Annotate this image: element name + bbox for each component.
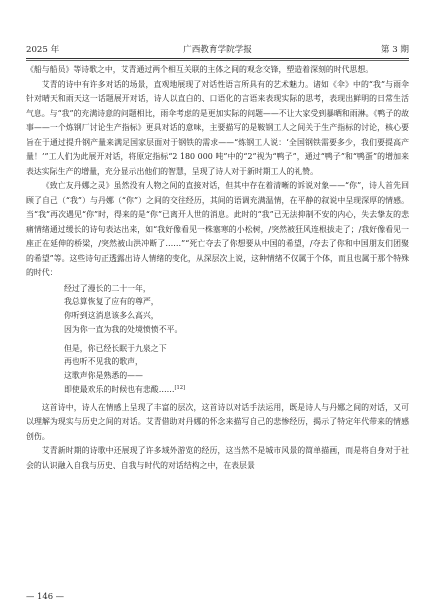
poem-line-text: 即使最欢乐的时候也有悲酸…… — [64, 385, 175, 395]
poem-line: 你听到这消息该多么高兴， — [64, 311, 159, 321]
poem-quote — [26, 282, 409, 337]
article-body — [26, 63, 409, 473]
header-journal-title: 广西教育学院学报 — [183, 45, 252, 55]
paragraph: 《致亡友丹娜之灵》虽然没有人物之间的直接对话，但其中存在着清晰的诉说对象——“你”，诗人首先回顾了自己（“我”）与丹娜（“你”）之间的交往经历，其间的语调充满温情，在平静的叙说中呈现深厚的情感。当“我”再次遇见“你”时，得来的是“你”已离开人世的消息。此时的“我”已无法抑制不安的内心，失去挚友的悲痛情绪通过缓长的诗句表达出来，如“我好像看见一株塞寒的小松树，/突然被狂风连根拔走了；/我好像看见一座正在延伸的桥梁，/突然被山洪冲断了……”“死亡夺去了你想要从中国的希望，/夺去了你和中国朋友们团聚的希望”等。这些诗句正透露出诗人情绪的变化，从深层次上说，这种情绪不仅属于个体，而且也属于那个特殊的时代： — [26, 181, 409, 277]
paragraph: 艾青新时期的诗歌中还展现了许多域外游览的经历，这当然不是城市风景的简单描画，而是将自身对于社会的认识融入自我与历史、自我与时代的对话结构之中，在表层景 — [26, 446, 409, 470]
paragraph: 这首诗中，诗人在情感上呈现了丰富的层次，这首诗以对话手法运用，既是诗人与丹娜之间的对话，又可以理解为现实与历史之间的对话。艾青借助对丹娜的怀念来描写自己的悲惨经历，揭示了特定年代带来的情感创伤。 — [26, 402, 409, 441]
paragraph-continued: 《船与船员》等诗歌之中，艾青通过两个相互关联的主体之间的观念交锋，塑造着深刻的时代思想。 — [26, 65, 374, 74]
poem-line: 经过了漫长的二十一年， — [64, 283, 151, 293]
poem-line — [64, 383, 409, 397]
header-issue: 第 3 期 — [380, 45, 409, 55]
poem-quote — [26, 342, 409, 397]
running-header — [26, 43, 409, 57]
poem-line: 我总算恢复了应有的尊严， — [64, 297, 159, 307]
poem-line: 这歌声你是熟悉的—— — [64, 371, 143, 381]
citation-ref[interactable]: [12] — [174, 385, 186, 392]
poem-line: 因为你一直为我的处境愤愤不平。 — [64, 324, 183, 334]
header-rule-thin — [26, 60, 409, 61]
page-number: — 146 — — [26, 591, 65, 601]
header-rule — [26, 58, 409, 59]
poem-line: 但是，你已经长眠于九泉之下 — [64, 343, 167, 353]
paragraph: 艾青的诗中有许多对话的场景，直观地展现了对话性语言所具有的艺术魅力。诸如《伞》中的“我”与雨伞针对晴天和雨天这一话题展开对话，诗人以直白的、口语化的言语来表现实际的思考，表现出鲜明的日常生活气息。与“我”的充满诗意的问题相比，雨伞考虑的是更加实际的问题——不让大家受到暴晒和雨淋。《鸭子的故事——一个炼钢厂讨论生产指标》更具对话的意味，主要描写的是鞍钢工人之间关于生产指标的讨论，核心要旨在于通过提升钢产量来满足国家层面对于钢铁的需求——“炼钢工人说：‘全国钢铁需要多少，我们要提高产量！’”工人们为此展开对话，将原定指标“2 180 000 吨”中的“2”视为“鸭子”，通过“鸭子”和“鸭蛋”的增加来表达实际生产的增量，充分显示出他们的智慧，呈现了诗人对于新时期工人的礼赞。 — [26, 79, 409, 176]
header-year: 2025 年 — [26, 45, 60, 55]
poem-line: 再也听不见我的歌声， — [64, 357, 143, 367]
